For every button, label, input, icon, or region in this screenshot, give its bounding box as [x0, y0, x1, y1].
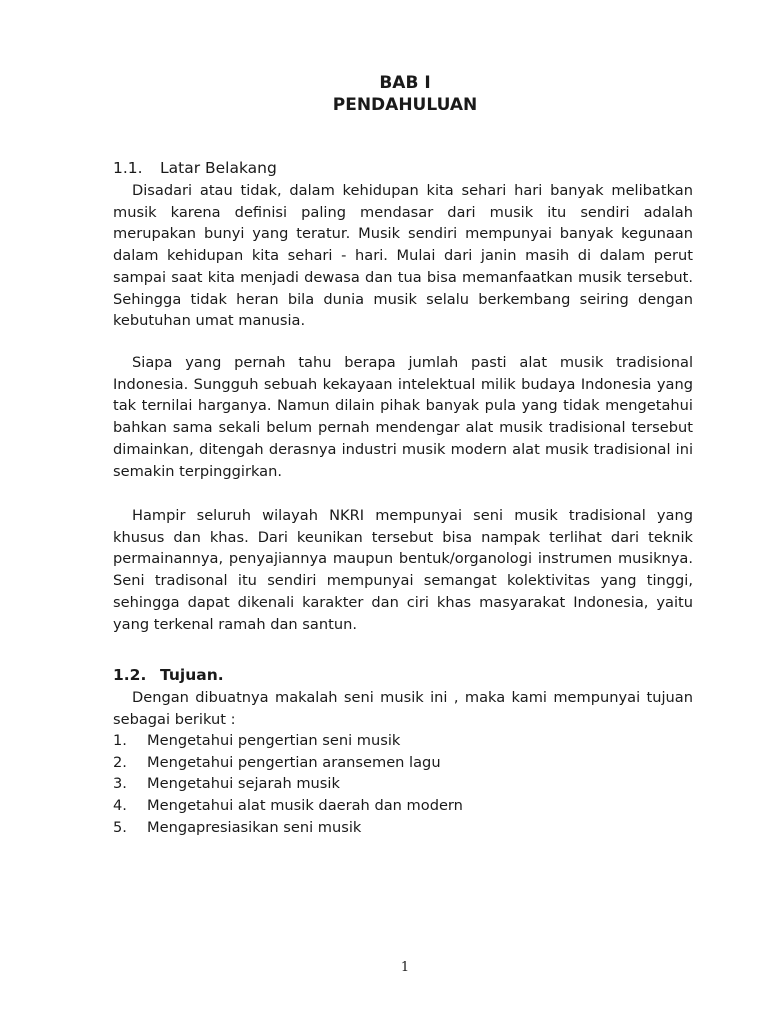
section-title: Tujuan.	[160, 666, 224, 684]
page-number: 1	[400, 960, 410, 975]
list-item-number: 2.	[113, 753, 127, 771]
list-item-text: Mengetahui sejarah musik	[147, 775, 340, 793]
list-item-number: 4.	[113, 797, 127, 815]
section-number: 1.2.	[113, 666, 147, 684]
chapter-label: BAB I	[379, 73, 431, 93]
paragraph: Disadari atau tidak, dalam kehidupan kita sehari hari banyak melibatkan musik karena definisi paling mendasar dari musik itu sendiri adalah merupakan bunyi yang teratur. Musik sendiri mempunyai banyak kegunaan dalam kehidupan kita sehari - hari. Mulai dari janin masih di dalam perut sampai saat kita menjadi dewasa dan tua bisa memanfaatkan musik tersebut. Sehingga tidak heran bila dunia musik selalu berkembang seiring dengan kebutuhan umat manusia.	[113, 182, 693, 330]
list-item-text: Mengetahui alat musik daerah dan modern	[147, 797, 463, 815]
list-item	[113, 752, 693, 774]
list-item	[113, 817, 693, 839]
list-item	[113, 773, 693, 795]
section-heading-tujuan	[113, 664, 224, 686]
section-title: Latar Belakang	[160, 159, 277, 177]
list-item-text: Mengetahui pengertian aransemen lagu	[147, 753, 441, 771]
paragraph: Hampir seluruh wilayah NKRI mempunyai seni musik tradisional yang khusus dan khas. Dari keunikan tersebut bisa nampak terlihat dari teknik permainannya, penyajiannya maupun bentuk/organologi instrumen musiknya. Seni tradisonal itu sendiri mempunyai semangat kolektivitas yang tinggi, sehingga dapat dikenali karakter dan ciri khas masyarakat Indonesia, yaitu yang terkenal ramah dan santun.	[113, 507, 693, 633]
list-item-number: 1.	[113, 732, 127, 749]
objectives-list	[113, 730, 693, 839]
list-item-number: 5.	[113, 818, 127, 836]
list-item-text: Mengapresiasikan seni musik	[147, 818, 362, 836]
list-item-text: Mengetahui pengertian seni musik	[147, 732, 401, 749]
paragraph: Siapa yang pernah tahu berapa jumlah pasti alat musik tradisional Indonesia. Sungguh sebuah kekayaan intelektual milik budaya Indonesia yang tak ternilai harganya. Namun dilain pihak banyak pula yang tidak mengetahui bahkan sama sekali belum pernah mendengar alat musik tradisional tersebut dimainkan, ditengah derasnya industri musik modern alat musik tradisional ini semakin terpinggirkan.	[113, 354, 693, 480]
list-item	[113, 795, 693, 817]
chapter-heading	[0, 72, 768, 116]
list-item	[113, 730, 693, 752]
paragraph: Dengan dibuatnya makalah seni musik ini , maka kami mempunyai tujuan sebagai berikut :	[113, 689, 693, 728]
section-heading-latar-belakang	[113, 157, 277, 179]
chapter-title: PENDAHULUAN	[332, 95, 478, 115]
list-item-number: 3.	[113, 775, 127, 793]
section-number: 1.1.	[113, 159, 143, 177]
